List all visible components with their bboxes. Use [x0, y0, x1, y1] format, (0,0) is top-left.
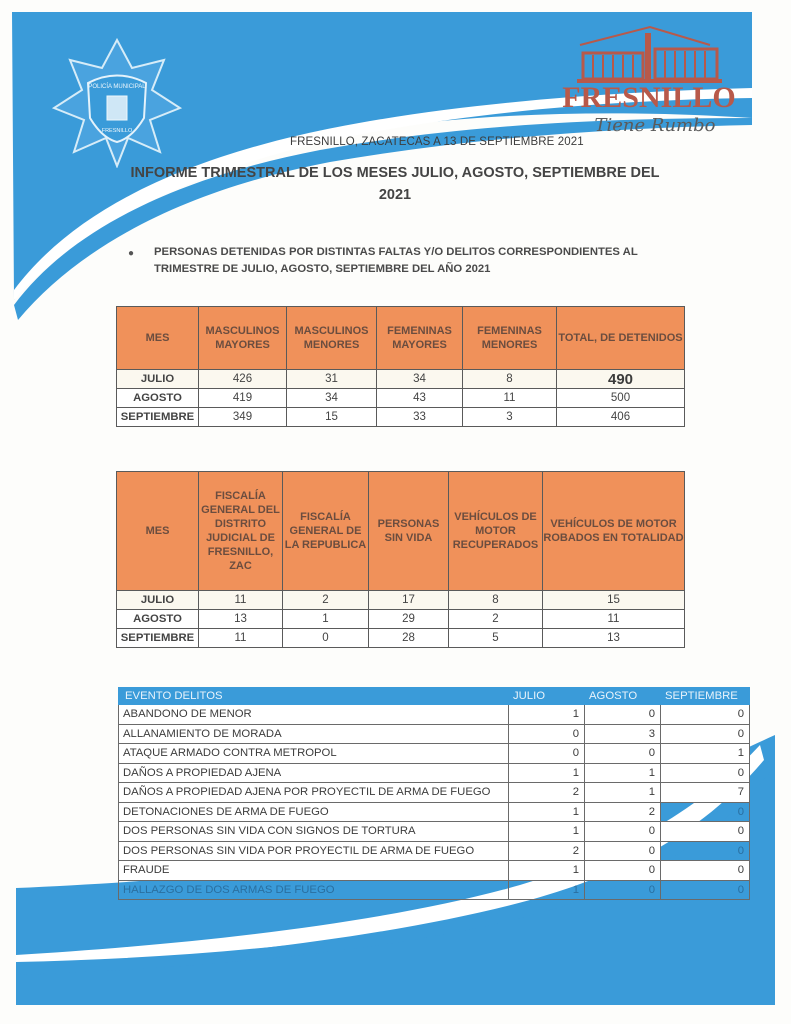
table-row [119, 783, 750, 803]
police-star-badge-icon [52, 38, 182, 168]
fresnillo-logo [525, 25, 760, 140]
table-row [117, 629, 685, 648]
value-cell: 17 [369, 591, 449, 610]
value-cell: 1 [283, 610, 369, 629]
value-cell: 11 [463, 389, 557, 408]
total-cell: 500 [557, 389, 685, 408]
month-cell: JULIO [117, 370, 199, 389]
event-name-cell: DAÑOS A PROPIEDAD AJENA POR PROYECTIL DE ARMA DE FUEGO [119, 783, 509, 803]
header-cell: FISCALÍA GENERAL DEL DISTRITO JUDICIAL DE FRESNILLO, ZAC [199, 472, 283, 591]
value-cell: 5 [449, 629, 543, 648]
value-cell: 0 [585, 841, 661, 861]
table-header-row [119, 688, 750, 705]
value-cell: 13 [543, 629, 685, 648]
value-cell: 0 [661, 861, 750, 881]
value-cell: 13 [199, 610, 283, 629]
event-name-cell: HALLAZGO DE DOS ARMAS DE FUEGO [119, 880, 509, 900]
total-cell: 406 [557, 408, 685, 427]
table-header-row [117, 472, 685, 591]
header-cell: MASCULINOS MENORES [287, 307, 377, 370]
value-cell: 2 [585, 802, 661, 822]
header-cell: SEPTIEMBRE [661, 688, 750, 705]
table-row [117, 591, 685, 610]
event-name-cell: ABANDONO DE MENOR [119, 705, 509, 725]
header-cell: FEMENINAS MENORES [463, 307, 557, 370]
value-cell: 1 [509, 802, 585, 822]
report-title-line1: INFORME TRIMESTRAL DE LOS MESES JULIO, AGOSTO, SEPTIEMBRE DEL [130, 165, 660, 181]
value-cell: 15 [543, 591, 685, 610]
value-cell: 0 [585, 861, 661, 881]
event-name-cell: FRAUDE [119, 861, 509, 881]
value-cell: 28 [369, 629, 449, 648]
event-name-cell: DETONACIONES DE ARMA DE FUEGO [119, 802, 509, 822]
value-cell: 0 [661, 705, 750, 725]
value-cell: 1 [585, 763, 661, 783]
header-cell: VEHÍCULOS DE MOTOR ROBADOS EN TOTALIDAD [543, 472, 685, 591]
value-cell: 43 [377, 389, 463, 408]
value-cell: 8 [463, 370, 557, 389]
month-cell: SEPTIEMBRE [117, 408, 199, 427]
police-badge-logo [52, 38, 182, 168]
table-row [119, 802, 750, 822]
table-row [119, 705, 750, 725]
event-name-cell: ATAQUE ARMADO CONTRA METROPOL [119, 744, 509, 764]
event-name-cell: ALLANAMIENTO DE MORADA [119, 724, 509, 744]
fresnillo-building-icon [525, 25, 760, 140]
value-cell: 2 [509, 783, 585, 803]
value-cell: 0 [661, 724, 750, 744]
value-cell: 1 [509, 861, 585, 881]
value-cell: 0 [585, 705, 661, 725]
header-cell: EVENTO DELITOS [119, 688, 509, 705]
value-cell: 7 [661, 783, 750, 803]
value-cell: 34 [377, 370, 463, 389]
value-cell: 3 [463, 408, 557, 427]
value-cell: 0 [509, 724, 585, 744]
value-cell: 0 [661, 802, 750, 822]
svg-text:FRESNILLO: FRESNILLO [562, 81, 736, 114]
table-row [117, 370, 685, 389]
svg-text:POLICÍA MUNICIPAL: POLICÍA MUNICIPAL [88, 84, 146, 90]
header-cell: JULIO [509, 688, 585, 705]
value-cell: 34 [287, 389, 377, 408]
header-cell: MES [117, 307, 199, 370]
value-cell: 0 [661, 822, 750, 842]
table-row [119, 841, 750, 861]
value-cell: 8 [449, 591, 543, 610]
value-cell: 0 [283, 629, 369, 648]
value-cell: 0 [585, 880, 661, 900]
svg-text:Tiene Rumbo: Tiene Rumbo [594, 115, 716, 136]
value-cell: 29 [369, 610, 449, 629]
value-cell: 33 [377, 408, 463, 427]
value-cell: 0 [661, 763, 750, 783]
value-cell: 1 [509, 705, 585, 725]
header-cell: PERSONAS SIN VIDA [369, 472, 449, 591]
value-cell: 31 [287, 370, 377, 389]
value-cell: 0 [585, 744, 661, 764]
value-cell: 2 [449, 610, 543, 629]
table-row [119, 861, 750, 881]
month-cell: AGOSTO [117, 610, 199, 629]
bullet-dot-icon: ● [128, 248, 135, 259]
value-cell: 419 [199, 389, 287, 408]
value-cell: 0 [585, 822, 661, 842]
table-row [117, 610, 685, 629]
table-row [119, 744, 750, 764]
value-cell: 11 [543, 610, 685, 629]
value-cell: 3 [585, 724, 661, 744]
table-row [119, 724, 750, 744]
value-cell: 349 [199, 408, 287, 427]
header-cell: MES [117, 472, 199, 591]
report-title [120, 162, 670, 206]
value-cell: 0 [661, 880, 750, 900]
table-row [119, 763, 750, 783]
event-name-cell: DOS PERSONAS SIN VIDA CON SIGNOS DE TORTURA [119, 822, 509, 842]
total-cell: 490 [557, 370, 685, 389]
table-row [117, 408, 685, 427]
header-cell: TOTAL, DE DETENIDOS [557, 307, 685, 370]
table-row [119, 822, 750, 842]
value-cell: 1 [585, 783, 661, 803]
value-cell: 1 [509, 763, 585, 783]
value-cell: 426 [199, 370, 287, 389]
value-cell: 1 [661, 744, 750, 764]
table-row [119, 880, 750, 900]
header-cell: MASCULINOS MAYORES [199, 307, 287, 370]
bullet-text-line2: TRIMESTRE DE JULIO, AGOSTO, SEPTIEMBRE DEL AÑO 2021 [154, 263, 491, 275]
header-cell: AGOSTO [585, 688, 661, 705]
value-cell: 15 [287, 408, 377, 427]
dateline: FRESNILLO, ZACATECAS A 13 DE SEPTIEMBRE 2021 [290, 136, 584, 148]
svg-text:FRESNILLO: FRESNILLO [101, 128, 133, 134]
event-name-cell: DAÑOS A PROPIEDAD AJENA [119, 763, 509, 783]
table-row [117, 389, 685, 408]
table-header-row [117, 307, 685, 370]
header-cell: VEHÍCULOS DE MOTOR RECUPERADOS [449, 472, 543, 591]
value-cell: 1 [509, 822, 585, 842]
report-title-line2: 2021 [378, 187, 412, 203]
value-cell: 1 [509, 880, 585, 900]
value-cell: 11 [199, 629, 283, 648]
month-cell: SEPTIEMBRE [117, 629, 199, 648]
bullet-item [128, 244, 668, 278]
header-cell: FEMENINAS MAYORES [377, 307, 463, 370]
value-cell: 0 [509, 744, 585, 764]
event-name-cell: DOS PERSONAS SIN VIDA POR PROYECTIL DE ARMA DE FUEGO [119, 841, 509, 861]
eventos-table [118, 687, 750, 900]
bullet-text-line1: PERSONAS DETENIDAS POR DISTINTAS FALTAS Y/O DELITOS CORRESPONDIENTES AL [154, 246, 638, 258]
month-cell: JULIO [117, 591, 199, 610]
value-cell: 2 [509, 841, 585, 861]
detenidos-table [116, 306, 685, 427]
value-cell: 0 [661, 841, 750, 861]
value-cell: 2 [283, 591, 369, 610]
fiscalia-table [116, 471, 685, 648]
month-cell: AGOSTO [117, 389, 199, 408]
value-cell: 11 [199, 591, 283, 610]
header-cell: FISCALÍA GENERAL DE LA REPUBLICA [283, 472, 369, 591]
